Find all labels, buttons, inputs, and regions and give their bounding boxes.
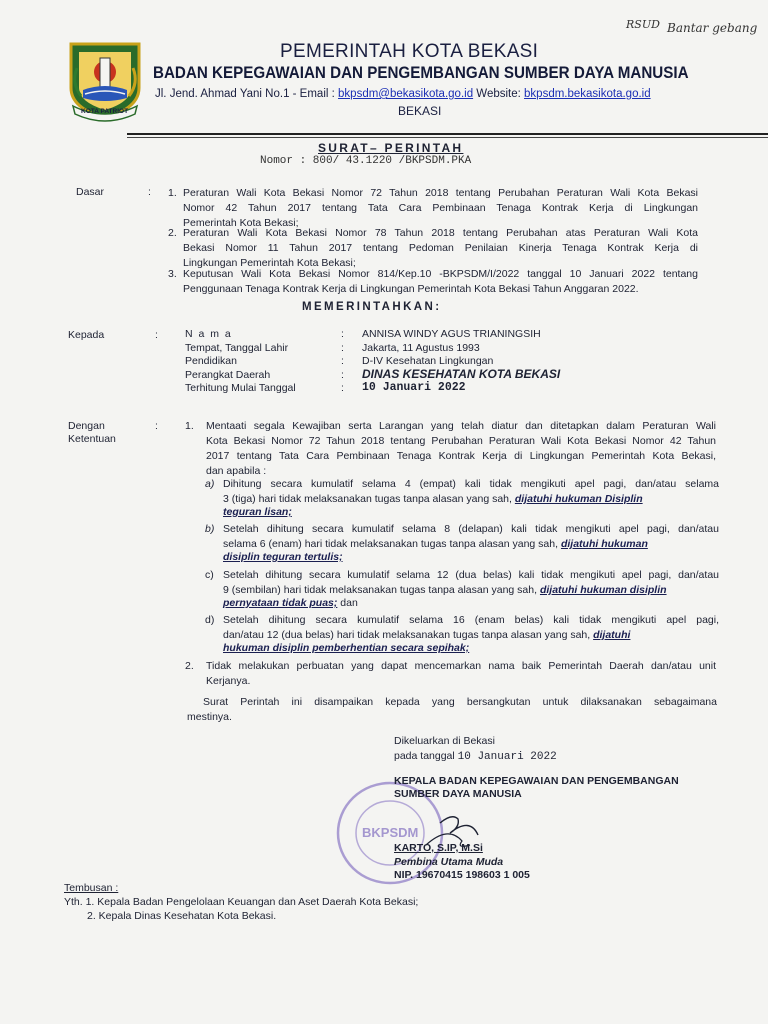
sub-c-text: 9 (sembilan) hari tidak melaksanakan tugas tanpa alasan yang sah, bbox=[223, 584, 540, 596]
dasar-item-1-line-1: Peraturan Wali Kota Bekasi Nomor 72 Tahun 2018 tentang Perubahan Peraturan Wali Kota Bekasi bbox=[183, 187, 698, 199]
stamp-text: BKPSDM bbox=[362, 825, 419, 840]
ketentuan-item-1-num: 1. bbox=[185, 420, 194, 432]
ketentuan-colon: : bbox=[155, 420, 158, 432]
ketentuan-item-2-line-1: Tidak melakukan perbuatan yang dapat mencemarkan nama baik Pemerintah Daerah dan/atau unit bbox=[206, 660, 716, 672]
sub-d-letter: d) bbox=[205, 614, 215, 626]
sub-a-penalty: dijatuhi hukuman Disiplin bbox=[514, 493, 643, 505]
date-label: pada tanggal bbox=[394, 750, 455, 762]
dasar-item-3-num: 3. bbox=[168, 268, 177, 280]
closing-line-1: Surat Perintah ini disampaikan kepada yang bersangkutan untuk dilaksanakan sebagaimana bbox=[203, 696, 717, 708]
field-label-perangkat: Perangkat Daerah bbox=[185, 369, 271, 381]
sub-a-line-3 bbox=[223, 505, 292, 520]
field-label-ttl: Tempat, Tanggal Lahir bbox=[185, 342, 289, 354]
email-link[interactable]: bkpsdm@bekasikota.go.id bbox=[338, 88, 474, 100]
sub-b-line-1: Setelah dihitung secara kumulatif selama 8 (delapan) kali tidak mengikuti apel pagi, dan/atau bbox=[223, 523, 719, 535]
ketentuan-item-1-line-4: dan apabila : bbox=[206, 465, 267, 477]
sub-a-line-1: Dihitung secara kumulatif selama 4 (empat) kali tidak mengikuti apel pagi, dan/atau selama bbox=[223, 478, 719, 490]
sub-a-penalty-cont: teguran lisan; bbox=[223, 506, 292, 518]
sub-d-penalty: dijatuhi bbox=[593, 629, 631, 641]
dasar-colon: : bbox=[148, 186, 151, 198]
sub-a-letter: a) bbox=[205, 478, 215, 490]
dasar-item-1-num: 1. bbox=[168, 187, 177, 199]
sub-b-penalty-cont: disiplin teguran tertulis; bbox=[223, 551, 343, 563]
tembusan-line-2: 2. Kepala Dinas Kesehatan Kota Bekasi. bbox=[87, 910, 277, 922]
header-rule bbox=[127, 133, 768, 135]
field-value-pendidikan: D-IV Kesehatan Lingkungan bbox=[362, 355, 494, 367]
sub-c-tail: dan bbox=[337, 597, 358, 609]
sub-b-penalty: dijatuhi hukuman bbox=[560, 538, 648, 550]
sub-c-line-3 bbox=[223, 596, 358, 611]
handwritten-note-2: Bantar gebang bbox=[667, 21, 758, 35]
tembusan-label: Tembusan : bbox=[64, 882, 119, 894]
dasar-item-1-line-2: Nomor 42 Tahun 2017 tentang Tata Cara Pembinaan Tenaga Kontrak Kerja di Lingkungan bbox=[183, 202, 698, 214]
header-rule-thin bbox=[127, 137, 768, 138]
sub-c-penalty-cont: pernyataan tidak puas; bbox=[223, 597, 338, 609]
field-colon-ttl: : bbox=[341, 342, 344, 354]
field-value-perangkat: DINAS KESEHATAN KOTA BEKASI bbox=[362, 367, 561, 381]
sub-c-letter: c) bbox=[205, 569, 214, 581]
kepada-colon: : bbox=[155, 329, 158, 341]
field-value-nama: ANNISA WINDY AGUS TRIANINGSIH bbox=[362, 328, 541, 340]
agency-name: BADAN KEPEGAWAIAN DAN PENGEMBANGAN SUMBER DAYA MANUSIA bbox=[153, 64, 689, 82]
sub-b-line-3 bbox=[223, 550, 343, 565]
field-colon-tmt: : bbox=[341, 382, 344, 394]
tembusan-line-1: Yth. 1. Kepala Badan Pengelolaan Keuangan dan Aset Daerah Kota Bekasi; bbox=[64, 896, 419, 908]
field-value-tmt: 10 Januari 2022 bbox=[362, 381, 466, 394]
signer-name: KARTO, S.IP, M.Si bbox=[394, 842, 483, 854]
ketentuan-label-2: Ketentuan bbox=[68, 433, 116, 445]
field-colon-perangkat: : bbox=[341, 369, 344, 381]
address-line bbox=[155, 88, 651, 100]
field-label-tmt: Terhitung Mulai Tanggal bbox=[185, 382, 296, 394]
kepada-label: Kepada bbox=[68, 329, 105, 341]
issued-date: 10 Januari 2022 bbox=[457, 751, 557, 763]
position-line-1: KEPALA BADAN KEPEGAWAIAN DAN PENGEMBANGAN bbox=[394, 775, 679, 787]
ketentuan-item-1-line-3: 2017 tentang Tata Cara Pembinaan Tenaga Kontrak Kerja di Lingkungan Pemerintah Kota Bekasi, bbox=[206, 450, 716, 462]
sub-d-text: dan/atau 12 (dua belas) hari tidak melaksanakan tugas tanpa alasan yang sah, bbox=[223, 629, 594, 641]
signer-nip: NIP. 19670415 198603 1 005 bbox=[394, 869, 530, 881]
government-name: PEMERINTAH KOTA BEKASI bbox=[280, 41, 539, 62]
handwritten-note-1: RSUD bbox=[626, 18, 660, 31]
ketentuan-item-2-num: 2. bbox=[185, 660, 194, 672]
address-text: Jl. Jend. Ahmad Yani No.1 - Email : bbox=[155, 88, 335, 100]
letter-title: SURAT– PERINTAH bbox=[318, 141, 464, 155]
field-colon-nama: : bbox=[341, 328, 344, 340]
dasar-item-1-line-3: Pemerintah Kota Bekasi; bbox=[183, 217, 299, 229]
dasar-item-2-line-3: Lingkungan Pemerintah Kota Bekasi; bbox=[183, 257, 356, 269]
sub-c-penalty: dijatuhi hukuman disiplin bbox=[539, 584, 667, 596]
sub-a-text: 3 (tiga) hari tidak melaksanakan tugas tanpa alasan yang sah, bbox=[223, 493, 515, 505]
dasar-item-2-line-1: Peraturan Wali Kota Bekasi Nomor 78 Tahun 2018 tentang Perubahan atas Peraturan Wali Kota bbox=[183, 227, 698, 239]
dasar-item-2-line-2: Bekasi Nomor 11 Tahun 2017 tentang Pedoman Penilaian Kinerja Tenaga Kontrak Kerja di bbox=[183, 242, 698, 254]
city-name: BEKASI bbox=[398, 104, 442, 118]
memerintahkan-heading: MEMERINTAHKAN: bbox=[302, 301, 442, 313]
position-line-2: SUMBER DAYA MANUSIA bbox=[394, 788, 522, 800]
logo-caption: KOTA PATRIOT bbox=[81, 108, 129, 115]
dasar-item-2-num: 2. bbox=[168, 227, 177, 239]
dasar-item-3-line-1: Keputusan Wali Kota Bekasi Nomor 814/Kep.10 -BKPSDM/I/2022 tanggal 10 Januari 2022 tentang bbox=[183, 268, 698, 280]
issued-date-line bbox=[394, 749, 557, 765]
sub-d-line-1: Setelah dihitung secara kumulatif selama 16 (enam belas) kali tidak mengikuti apel pagi, bbox=[223, 614, 719, 626]
field-label-pendidikan: Pendidikan bbox=[185, 355, 237, 367]
dasar-label: Dasar bbox=[76, 186, 105, 198]
sub-d-line-3 bbox=[223, 641, 469, 656]
field-value-ttl: Jakarta, 11 Agustus 1993 bbox=[362, 342, 480, 354]
sub-d-penalty-cont: hukuman disiplin pemberhentian secara sepihak; bbox=[223, 642, 470, 654]
sub-c-line-1: Setelah dihitung secara kumulatif selama 12 (dua belas) kali tidak mengikuti apel pagi, dan/atau bbox=[223, 569, 719, 581]
issued-at: Dikeluarkan di Bekasi bbox=[394, 735, 495, 747]
ketentuan-item-2-line-2: Kerjanya. bbox=[206, 675, 251, 687]
field-label-nama: N a m a bbox=[185, 328, 233, 340]
field-colon-pendidikan: : bbox=[341, 355, 344, 367]
closing-line-2: mestinya. bbox=[187, 711, 232, 723]
sub-b-text: selama 6 (enam) hari tidak melaksanakan tugas tanpa alasan yang sah, bbox=[223, 538, 561, 550]
ketentuan-item-1-line-2: Kota Bekasi Nomor 72 Tahun 2018 tentang Perubahan Peraturan Wali Kota Bekasi Nomor 42 Tahun bbox=[206, 435, 716, 447]
dasar-item-3-line-2: Penggunaan Tenaga Kontrak Kerja di Lingkungan Pemerintah Kota Bekasi Tahun Anggaran 2022. bbox=[183, 283, 639, 295]
ketentuan-label-1: Dengan bbox=[68, 420, 105, 432]
website-link[interactable]: bkpsdm.bekasikota.go.id bbox=[524, 88, 651, 100]
letter-number: Nomor : 800/ 43.1220 /BKPSDM.PKA bbox=[260, 155, 472, 167]
website-label: Website: bbox=[476, 88, 521, 100]
ketentuan-item-1-line-1: Mentaati segala Kewajiban serta Larangan yang telah diatur dan ditetapkan dalam Peraturan Wali bbox=[206, 420, 716, 432]
sub-b-letter: b) bbox=[205, 523, 215, 535]
signer-rank: Pembina Utama Muda bbox=[394, 856, 504, 868]
city-logo bbox=[63, 38, 147, 122]
